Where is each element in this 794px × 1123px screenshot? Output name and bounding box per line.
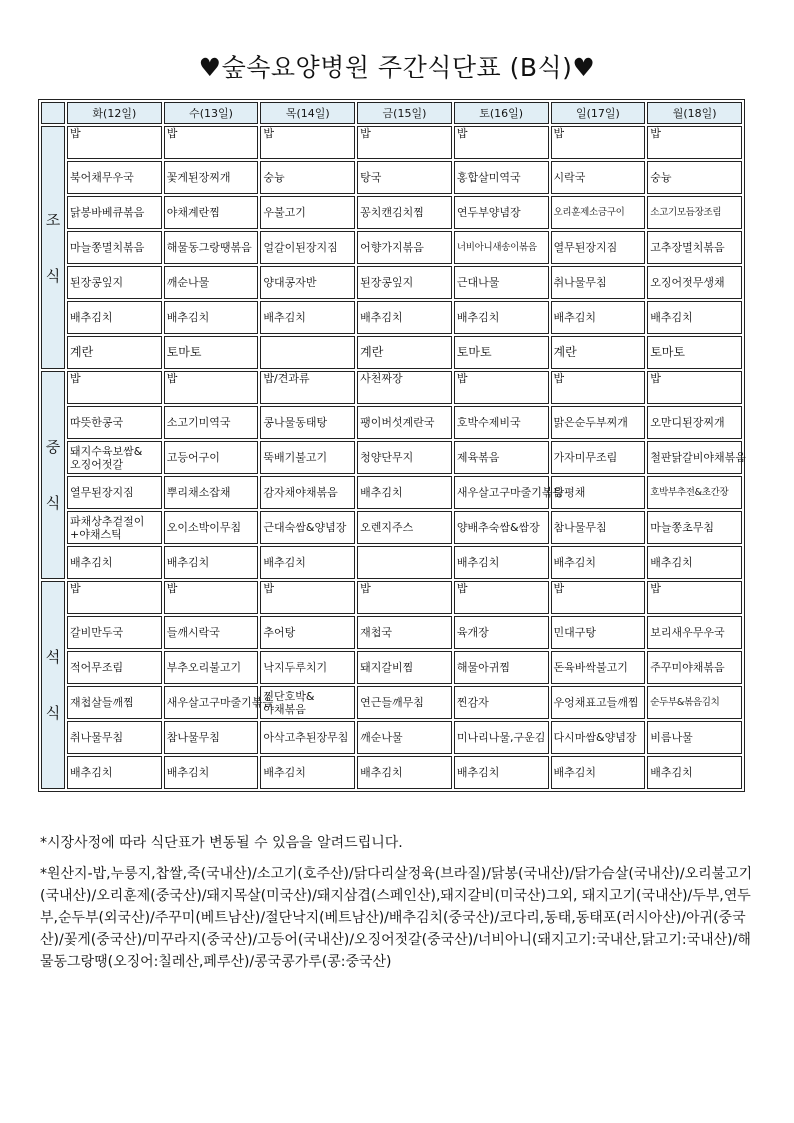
meal-row bbox=[41, 476, 742, 509]
menu-cell: 너비아니새송이볶음 bbox=[454, 231, 549, 264]
menu-cell: 양배추숙쌈&쌈장 bbox=[454, 511, 549, 544]
menu-cell: 배추김치 bbox=[551, 546, 646, 579]
menu-cell: 오렌지주스 bbox=[357, 511, 452, 544]
menu-cell: 추어탕 bbox=[260, 616, 355, 649]
menu-cell: 밥 bbox=[67, 126, 162, 159]
menu-cell: 팽이버섯계란국 bbox=[357, 406, 452, 439]
menu-cell bbox=[357, 546, 452, 579]
menu-cell: 토마토 bbox=[647, 336, 742, 369]
menu-cell: 밥 bbox=[357, 126, 452, 159]
menu-cell: 찐감자 bbox=[454, 686, 549, 719]
menu-cell: 돼지갈비찜 bbox=[357, 651, 452, 684]
menu-cell: 오이소박이무침 bbox=[164, 511, 259, 544]
meal-row bbox=[41, 581, 742, 614]
menu-cell: 밥 bbox=[164, 371, 259, 404]
menu-cell: 양대콩자반 bbox=[260, 266, 355, 299]
menu-cell: 밥 bbox=[551, 126, 646, 159]
meal-row bbox=[41, 161, 742, 194]
menu-cell: 소고기모듬장조림 bbox=[647, 196, 742, 229]
menu-cell: 배추김치 bbox=[454, 301, 549, 334]
menu-cell: 밥 bbox=[260, 581, 355, 614]
menu-cell: 배추김치 bbox=[164, 546, 259, 579]
menu-cell: 마늘쫑멸치볶음 bbox=[67, 231, 162, 264]
menu-cell: 계란 bbox=[67, 336, 162, 369]
menu-cell: 아삭고추된장무침 bbox=[260, 721, 355, 754]
menu-cell: 호박수제비국 bbox=[454, 406, 549, 439]
meal-row bbox=[41, 126, 742, 159]
day-header-row bbox=[41, 102, 742, 124]
menu-cell: 숭늉 bbox=[647, 161, 742, 194]
meal-row bbox=[41, 546, 742, 579]
meal-row bbox=[41, 231, 742, 264]
change-notice: *시장사정에 따라 식단표가 변동될 수 있음을 알려드립니다. bbox=[40, 835, 403, 851]
menu-cell: 참나물무침 bbox=[164, 721, 259, 754]
menu-cell: 밥 bbox=[647, 581, 742, 614]
menu-cell: 된장콩잎지 bbox=[357, 266, 452, 299]
menu-cell: 뿌리채소잡채 bbox=[164, 476, 259, 509]
menu-cell: 배추김치 bbox=[67, 756, 162, 789]
menu-cell: 우엉채표고들깨찜 bbox=[551, 686, 646, 719]
meal-row bbox=[41, 756, 742, 789]
menu-cell: 돼지수육보쌈&오징어젓갈 bbox=[67, 441, 162, 474]
menu-cell: 밥 bbox=[647, 371, 742, 404]
meal-row bbox=[41, 511, 742, 544]
meal-row bbox=[41, 371, 742, 404]
day-header: 일(17일) bbox=[551, 102, 646, 124]
menu-cell: 사천짜장 bbox=[357, 371, 452, 404]
page-title: ♥숲속요양병원 주간식단표 (B식)♥ bbox=[198, 53, 596, 82]
menu-cell: 순두부&볶음김치 bbox=[647, 686, 742, 719]
menu-cell: 열무된장지짐 bbox=[67, 476, 162, 509]
meal-row bbox=[41, 651, 742, 684]
menu-cell: 배추김치 bbox=[67, 546, 162, 579]
day-header: 수(13일) bbox=[164, 102, 259, 124]
menu-cell: 오징어젓무생채 bbox=[647, 266, 742, 299]
menu-cell: 배추김치 bbox=[260, 301, 355, 334]
menu-cell: 밥 bbox=[454, 581, 549, 614]
menu-cell: 계란 bbox=[551, 336, 646, 369]
menu-cell: 배추김치 bbox=[357, 756, 452, 789]
menu-cell: 가자미무조림 bbox=[551, 441, 646, 474]
menu-cell: 깨순나물 bbox=[164, 266, 259, 299]
menu-cell: 닭봉바베큐볶음 bbox=[67, 196, 162, 229]
menu-cell: 마늘쫑초무침 bbox=[647, 511, 742, 544]
menu-cell: 낙지두루치기 bbox=[260, 651, 355, 684]
meal-label: 중 식 bbox=[41, 371, 65, 579]
day-header: 금(15일) bbox=[357, 102, 452, 124]
menu-cell: 새우살고구마줄기볶음 bbox=[454, 476, 549, 509]
menu-cell: 토마토 bbox=[454, 336, 549, 369]
meal-row bbox=[41, 406, 742, 439]
menu-cell: 고등어구이 bbox=[164, 441, 259, 474]
menu-cell: 뚝배기불고기 bbox=[260, 441, 355, 474]
menu-cell: 토마토 bbox=[164, 336, 259, 369]
menu-cell: 홍합살미역국 bbox=[454, 161, 549, 194]
menu-cell: 민대구탕 bbox=[551, 616, 646, 649]
menu-cell: 배추김치 bbox=[67, 301, 162, 334]
menu-cell: 밥 bbox=[357, 581, 452, 614]
menu-cell: 밥 bbox=[260, 126, 355, 159]
menu-cell: 참나물무침 bbox=[551, 511, 646, 544]
meal-label: 조 식 bbox=[41, 126, 65, 369]
notes bbox=[40, 832, 760, 982]
menu-cell: 밥 bbox=[551, 371, 646, 404]
menu-cell: 소고기미역국 bbox=[164, 406, 259, 439]
menu-cell: 밥 bbox=[164, 581, 259, 614]
menu-cell: 재첩국 bbox=[357, 616, 452, 649]
menu-cell: 콩나물동태탕 bbox=[260, 406, 355, 439]
menu-cell: 배추김치 bbox=[647, 756, 742, 789]
menu-cell: 갈비만두국 bbox=[67, 616, 162, 649]
menu-cell: 우불고기 bbox=[260, 196, 355, 229]
menu-cell: 보리새우무우국 bbox=[647, 616, 742, 649]
menu-cell: 배추김치 bbox=[647, 301, 742, 334]
meal-row bbox=[41, 686, 742, 719]
menu-cell: 밥 bbox=[67, 371, 162, 404]
menu-cell: 배추김치 bbox=[164, 756, 259, 789]
menu-cell: 육개장 bbox=[454, 616, 549, 649]
menu-cell: 숭늉 bbox=[260, 161, 355, 194]
menu-cell: 근대나물 bbox=[454, 266, 549, 299]
day-header: 토(16일) bbox=[454, 102, 549, 124]
menu-cell: 오리훈제소금구이 bbox=[551, 196, 646, 229]
menu-cell: 배추김치 bbox=[454, 546, 549, 579]
menu-cell: 들깨시락국 bbox=[164, 616, 259, 649]
menu-cell: 찐단호박&야채볶음 bbox=[260, 686, 355, 719]
menu-cell: 밥 bbox=[454, 126, 549, 159]
menu-cell: 감자채야채볶음 bbox=[260, 476, 355, 509]
menu-cell: 꽁치캔김치찜 bbox=[357, 196, 452, 229]
menu-cell: 새우살고구마줄기볶음 bbox=[164, 686, 259, 719]
meal-row bbox=[41, 721, 742, 754]
menu-cell: 깨순나물 bbox=[357, 721, 452, 754]
menu-cell: 야채계란찜 bbox=[164, 196, 259, 229]
menu-cell: 배추김치 bbox=[260, 546, 355, 579]
menu-cell: 북어채무우국 bbox=[67, 161, 162, 194]
menu-cell: 밥 bbox=[647, 126, 742, 159]
menu-cell: 배추김치 bbox=[551, 301, 646, 334]
menu-cell: 밥 bbox=[551, 581, 646, 614]
menu-cell: 미나리나물,구운김 bbox=[454, 721, 549, 754]
meal-row bbox=[41, 266, 742, 299]
menu-cell: 해물아귀찜 bbox=[454, 651, 549, 684]
weekly-menu-table bbox=[38, 99, 745, 792]
menu-cell: 연근들깨무침 bbox=[357, 686, 452, 719]
menu-cell: 맑은순두부찌개 bbox=[551, 406, 646, 439]
menu-cell: 주꾸미야채볶음 bbox=[647, 651, 742, 684]
meal-row bbox=[41, 616, 742, 649]
menu-cell: 배추김치 bbox=[357, 301, 452, 334]
menu-cell: 어향가지볶음 bbox=[357, 231, 452, 264]
menu-cell: 배추김치 bbox=[454, 756, 549, 789]
menu-cell: 파채상추겉절이+야채스틱 bbox=[67, 511, 162, 544]
menu-cell: 적어무조림 bbox=[67, 651, 162, 684]
menu-cell: 제육볶음 bbox=[454, 441, 549, 474]
menu-cell: 비름나물 bbox=[647, 721, 742, 754]
day-header: 화(12일) bbox=[67, 102, 162, 124]
day-header: 목(14일) bbox=[260, 102, 355, 124]
menu-cell: 해물동그랑땡볶음 bbox=[164, 231, 259, 264]
menu-cell: 탕국 bbox=[357, 161, 452, 194]
menu-cell: 호박부추전&초간장 bbox=[647, 476, 742, 509]
menu-cell: 배추김치 bbox=[357, 476, 452, 509]
menu-cell: 근대숙쌈&양념장 bbox=[260, 511, 355, 544]
meal-row bbox=[41, 336, 742, 369]
menu-cell: 돈육바싹불고기 bbox=[551, 651, 646, 684]
origin-info: *원산지-밥,누룽지,찹쌀,죽(국내산)/소고기(호주산)/닭다리살정육(브라질)/닭봉(국내산)/닭가슴살(국내산)/오리불고기(국내산)/오리훈제(중국산)/돼지목살(미국산)/돼지삼겹(스페인산),돼지갈비(미국산)그외, 돼지고기(국내산)/두부,연두부,순두부(외국산)/주꾸미(베트남산)/절단낙지(베트남산)/배추김치(중국산)/코다리,동태,동태포(러시아산)/아귀(중국산)/꽃게(중국산)/미꾸라지(중국산)/고등어(국내산)/오징어젓갈(중국산)/너비아니(돼지고기:국내산,닭고기:국내산)/해물동그랑땡(오징어:칠레산,페루산)/콩국콩가루(콩:중국산) bbox=[40, 866, 753, 970]
meal-label: 석 식 bbox=[41, 581, 65, 789]
menu-cell: 부추오리불고기 bbox=[164, 651, 259, 684]
menu-cell: 계란 bbox=[357, 336, 452, 369]
menu-cell: 취나물무침 bbox=[67, 721, 162, 754]
menu-cell: 청양단무지 bbox=[357, 441, 452, 474]
menu-cell: 오만디된장찌개 bbox=[647, 406, 742, 439]
menu-cell: 취나물무침 bbox=[551, 266, 646, 299]
menu-cell: 밥/견과류 bbox=[260, 371, 355, 404]
menu-cell: 철판닭갈비야채볶음 bbox=[647, 441, 742, 474]
menu-cell: 시락국 bbox=[551, 161, 646, 194]
meal-row bbox=[41, 441, 742, 474]
menu-cell: 얼갈이된장지짐 bbox=[260, 231, 355, 264]
menu-cell: 된장콩잎지 bbox=[67, 266, 162, 299]
menu-cell bbox=[260, 336, 355, 369]
header-corner bbox=[41, 102, 65, 124]
menu-cell: 재첩살들깨찜 bbox=[67, 686, 162, 719]
menu-cell: 밥 bbox=[67, 581, 162, 614]
menu-cell: 배추김치 bbox=[260, 756, 355, 789]
menu-cell: 배추김치 bbox=[647, 546, 742, 579]
menu-cell: 고추장멸치볶음 bbox=[647, 231, 742, 264]
menu-cell: 배추김치 bbox=[551, 756, 646, 789]
menu-cell: 따뜻한콩국 bbox=[67, 406, 162, 439]
menu-cell: 탕평채 bbox=[551, 476, 646, 509]
menu-cell: 열무된장지짐 bbox=[551, 231, 646, 264]
menu-cell: 꽃게된장찌개 bbox=[164, 161, 259, 194]
meal-row bbox=[41, 196, 742, 229]
day-header: 월(18일) bbox=[647, 102, 742, 124]
menu-cell: 연두부양념장 bbox=[454, 196, 549, 229]
menu-cell: 밥 bbox=[454, 371, 549, 404]
menu-cell: 배추김치 bbox=[164, 301, 259, 334]
menu-cell: 밥 bbox=[164, 126, 259, 159]
meal-row bbox=[41, 301, 742, 334]
menu-cell: 다시마쌈&양념장 bbox=[551, 721, 646, 754]
